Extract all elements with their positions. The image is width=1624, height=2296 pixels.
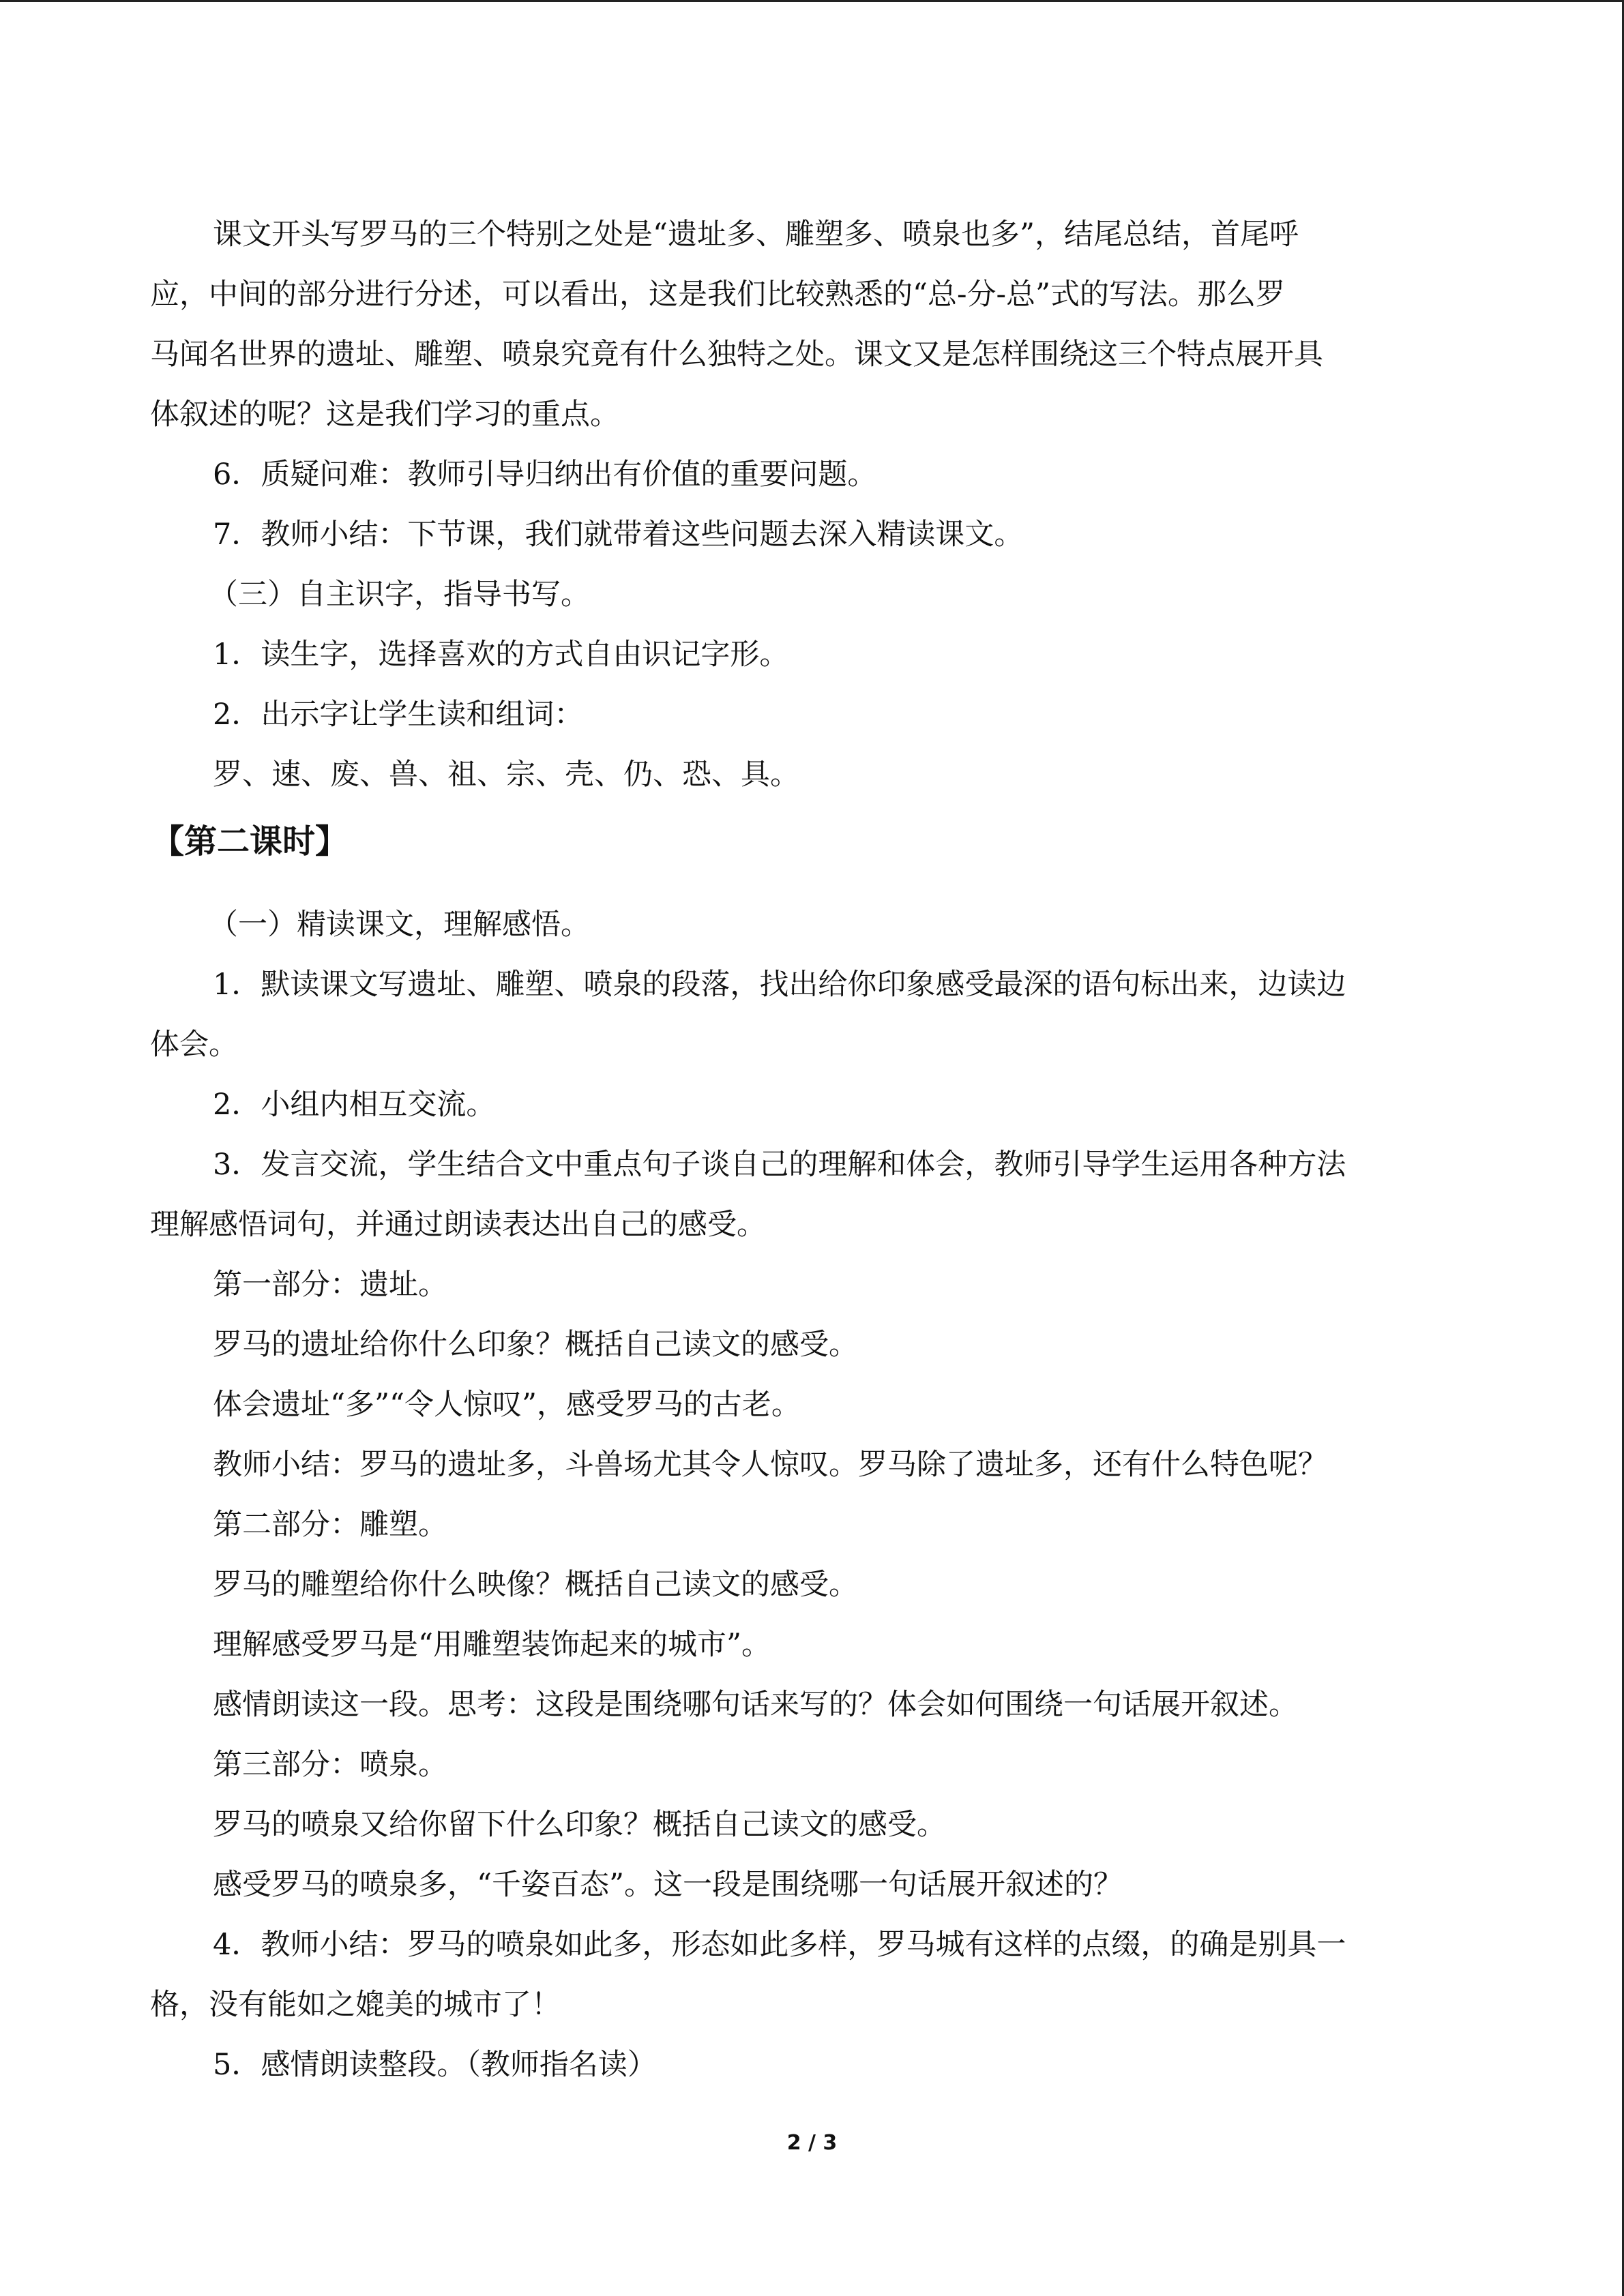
paragraph: 罗马的喷泉又给你留下什么印象？概括自己读文的感受。 (213, 1808, 946, 1842)
character-list: 罗、速、废、兽、祖、宗、壳、仍、恐、具。 (213, 758, 799, 792)
paragraph: 格，没有能如之媲美的城市了！ (150, 1988, 561, 2022)
list-item: 5．感情朗读整段。（教师指名读） (213, 2048, 657, 2082)
list-item: 1．默读课文写遗址、雕塑、喷泉的段落，找出给你印象感受最深的语句标出来，边读边 (213, 968, 1346, 1002)
paragraph: 第一部分：遗址。 (213, 1268, 447, 1302)
page-number: 2 / 3 (786, 2131, 838, 2155)
top-border-line (0, 0, 1624, 2)
subsection-heading: （三）自主识字，指导书写。 (209, 578, 590, 612)
paragraph: 应，中间的部分进行分述，可以看出，这是我们比较熟悉的“总-分-总”式的写法。那么罗 (150, 278, 1286, 312)
paragraph: 体会。 (150, 1028, 238, 1062)
list-item: 2．小组内相互交流。 (213, 1088, 496, 1122)
paragraph: 马闻名世界的遗址、雕塑、喷泉究竟有什么独特之处。课文又是怎样围绕这三个特点展开具 (150, 338, 1323, 372)
paragraph: 感受罗马的喷泉多，“千姿百态”。这一段是围绕哪一句话展开叙述的？ (213, 1868, 1123, 1902)
list-item: 7．教师小结：下节课，我们就带着这些问题去深入精读课文。 (213, 518, 1024, 552)
paragraph: 体叙述的呢？这是我们学习的重点。 (150, 398, 619, 432)
section-heading: 【第二课时】 (151, 822, 349, 861)
paragraph: 感情朗读这一段。思考：这段是围绕哪句话来写的？体会如何围绕一句话展开叙述。 (213, 1688, 1298, 1722)
list-item: 6．质疑问难：教师引导归纳出有价值的重要问题。 (213, 458, 877, 492)
paragraph: 教师小结：罗马的遗址多，斗兽场尤其令人惊叹。罗马除了遗址多，还有什么特色呢？ (213, 1448, 1327, 1482)
paragraph: 罗马的遗址给你什么印象？概括自己读文的感受。 (213, 1328, 858, 1362)
subsection-heading: （一）精读课文，理解感悟。 (209, 908, 590, 942)
paragraph: 课文开头写罗马的三个特别之处是“遗址多、雕塑多、喷泉也多”，结尾总结，首尾呼 (213, 218, 1299, 252)
list-item: 3．发言交流，学生结合文中重点句子谈自己的理解和体会，教师引导学生运用各种方法 (213, 1148, 1346, 1182)
paragraph: 理解感受罗马是“用雕塑装饰起来的城市”。 (213, 1628, 771, 1662)
paragraph: 理解感悟词句，并通过朗读表达出自己的感受。 (150, 1208, 766, 1242)
list-item: 1．读生字，选择喜欢的方式自由识记字形。 (213, 638, 789, 672)
list-item: 4．教师小结：罗马的喷泉如此多，形态如此多样，罗马城有这样的点缀，的确是别具一 (213, 1928, 1346, 1962)
paragraph: 罗马的雕塑给你什么映像？概括自己读文的感受。 (213, 1568, 858, 1602)
paragraph: 第三部分：喷泉。 (213, 1748, 447, 1782)
list-item: 2．出示字让学生读和组词： (213, 698, 584, 732)
paragraph: 体会遗址“多”“令人惊叹”，感受罗马的古老。 (213, 1388, 801, 1422)
paragraph: 第二部分：雕塑。 (213, 1508, 447, 1542)
